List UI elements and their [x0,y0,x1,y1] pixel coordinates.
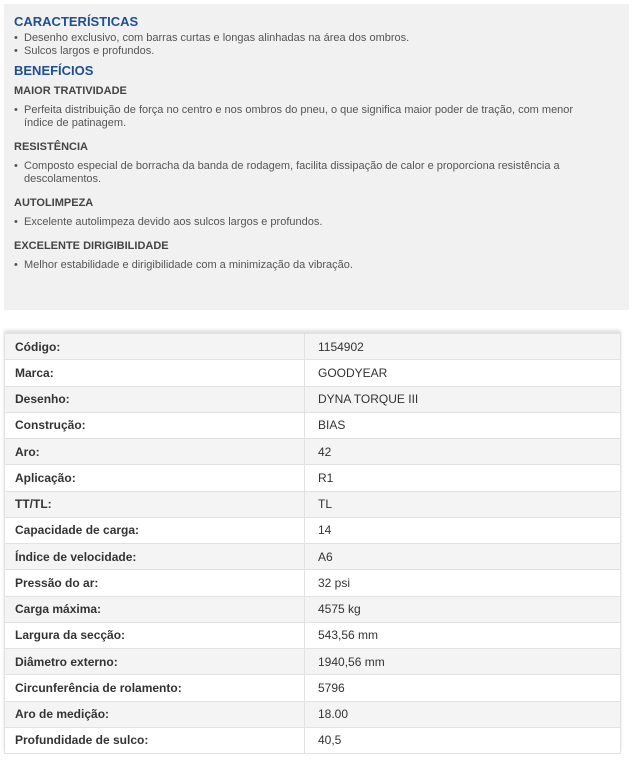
table-row [5,517,621,543]
table-row [5,334,621,360]
spec-value: 1154902 [305,334,621,360]
table-row [5,412,621,438]
benefit-text-resistencia: • Composto especial de borracha da banda de rodagem, facilita dissipação de calor e proporciona resistência a descolamentos. [14,160,560,185]
spec-label: TT/TL: [5,491,305,517]
spec-value: DYNA TORQUE III [305,386,621,412]
spec-label: Índice de velocidade: [5,544,305,570]
spec-label: Capacidade de carga: [5,517,305,543]
spec-value: 40,5 [305,727,621,753]
bullet-icon: • [14,216,18,228]
spec-label: Aro de medição: [5,701,305,727]
table-row [5,727,621,753]
bullet-icon: • [14,160,18,172]
bullet-icon: • [14,32,18,44]
caracteristicas-bullet: • Desenho exclusivo, com barras curtas e longas alinhadas na área dos ombros. [14,32,410,44]
benefit-heading-dirigibilidade: EXCELENTE DIRIGIBILIDADE [14,239,169,252]
spec-value: GOODYEAR [305,360,621,386]
caracteristicas-heading: CARACTERÍSTICAS [14,13,139,29]
bullet-icon: • [14,45,18,57]
spec-label: Construção: [5,412,305,438]
spec-value: 5796 [305,675,621,701]
spec-table [4,333,621,754]
table-row [5,675,621,701]
spec-label: Profundidade de sulco: [5,727,305,753]
spec-label: Largura da secção: [5,622,305,648]
spec-value: 4575 kg [305,596,621,622]
spec-label: Marca: [5,360,305,386]
spec-value: 32 psi [305,570,621,596]
spec-value: 1940,56 mm [305,649,621,675]
spec-label: Aplicação: [5,465,305,491]
spec-value: A6 [305,544,621,570]
product-description-panel [4,4,629,310]
bullet-icon: • [14,259,18,271]
benefit-text-autolimpeza: • Excelente autolimpeza devido aos sulcos largos e profundos. [14,216,323,228]
benefit-text-tratividade: • Perfeita distribuição de força no centro e nos ombros do pneu, o que significa maior poder de tração, com menor índice de patinagem. [14,104,574,129]
spec-label: Desenho: [5,386,305,412]
table-row [5,649,621,675]
benefit-heading-tratividade: MAIOR TRATIVIDADE [14,84,127,97]
table-row [5,465,621,491]
spec-label: Carga máxima: [5,596,305,622]
spec-label: Circunferência de rolamento: [5,675,305,701]
spec-value: 543,56 mm [305,622,621,648]
spec-value: R1 [305,465,621,491]
spec-value: BIAS [305,412,621,438]
spec-label: Pressão do ar: [5,570,305,596]
table-row [5,491,621,517]
beneficios-heading: BENEFÍCIOS [14,62,94,78]
table-row [5,570,621,596]
benefit-text-dirigibilidade: • Melhor estabilidade e dirigibilidade com a minimização da vibração. [14,259,353,271]
benefit-heading-resistencia: RESISTÊNCIA [14,140,88,153]
spec-value: 14 [305,517,621,543]
spec-value: TL [305,491,621,517]
spec-label: Aro: [5,439,305,465]
table-row [5,596,621,622]
spec-value: 42 [305,439,621,465]
spec-label: Diâmetro externo: [5,649,305,675]
spec-value: 18.00 [305,701,621,727]
table-row [5,439,621,465]
table-row [5,701,621,727]
spec-label: Código: [5,334,305,360]
table-row [5,544,621,570]
table-row [5,386,621,412]
caracteristicas-bullet: • Sulcos largos e profundos. [14,45,155,57]
benefit-heading-autolimpeza: AUTOLIMPEZA [14,196,94,209]
table-row [5,622,621,648]
table-row [5,360,621,386]
bullet-icon: • [14,104,18,116]
